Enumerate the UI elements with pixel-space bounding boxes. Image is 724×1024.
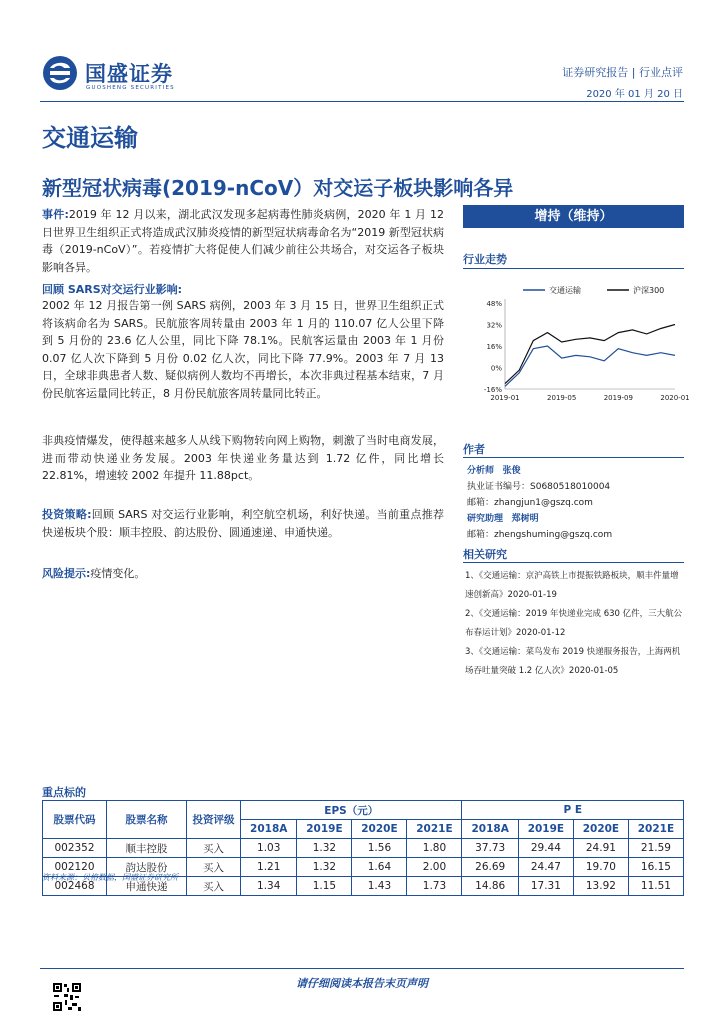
col-header-eps: EPS（元）: [241, 801, 462, 820]
y-tick-label: 48%: [486, 300, 502, 308]
analyst-label: 分析师: [467, 466, 495, 476]
pe-value: 37.73: [462, 839, 518, 858]
eps-year: 2018A: [241, 820, 297, 839]
stock-name: 申通快递: [107, 877, 187, 896]
analyst-name: 张俊: [502, 466, 521, 476]
page-title: 新型冠状病毒(2019-nCoV）对交运子板块影响各异: [42, 176, 514, 200]
company-sub: GUOSHENG SECURITIES: [86, 85, 175, 91]
legend-label: 交通运输: [549, 286, 581, 295]
stock-code: 002120: [43, 858, 107, 877]
analyst-cert: 执业证书编号：S0680518010004: [467, 482, 611, 492]
section-title: 交通运输: [42, 124, 138, 152]
stock-rating: 买入: [187, 877, 241, 896]
pe-value: 26.69: [462, 858, 518, 877]
col-header-rating: 投资评级: [187, 801, 241, 839]
stock-rating: 买入: [187, 839, 241, 858]
sars-paragraph-1: 2002 年 12 月报告第一例 SARS 病例，2003 年 3 月 15 日，世界卫生组织正式将该病命名为 SARS。民航旅客周转量由 2003 年 1 月的 110.07 亿人公里下降到 5 月份的 23.6 亿人公里，同比下降 78.1%。民航客运量由 2003 年 1 月份 0.07 亿人次下降到 5 月份 0.02 亿人次，同比下降 77.9%。2003 年 7 月 13 日，全球非典患者人数、疑似病例人数均不再增长，本次非典过程基本结束，7 月份民航客运量同比转正，8 月份民航旅客周转量同比转正。: [42, 299, 444, 400]
eps-value: 1.32: [297, 839, 352, 858]
stock-code: 002468: [43, 877, 107, 896]
trend-heading: 行业走势: [463, 253, 507, 266]
eps-value: 1.03: [241, 839, 297, 858]
pe-value: 17.31: [518, 877, 573, 896]
event-text: 2019 年 12 月以来，湖北武汉发现多起病毒性肺炎病例，2020 年 1 月 12 日世界卫生组织正式将造成武汉肺炎疫情的新型冠状病毒命名为“2019 新型冠状病毒（2019-nCoV）”。若疫情扩大将促使人们减少前往公共场合，对交运各子板块影响各异。: [42, 208, 444, 274]
strategy-paragraph: [42, 506, 444, 541]
pe-value: 19.70: [573, 858, 628, 877]
pe-value: 11.51: [628, 877, 683, 896]
x-tick-label: 2020-01: [660, 394, 690, 402]
author-divider: [463, 457, 684, 458]
col-header-pe: P E: [462, 801, 684, 820]
eps-year: 2019E: [297, 820, 352, 839]
pe-value: 13.92: [573, 877, 628, 896]
trend-divider: [463, 268, 684, 269]
eps-year: 2020E: [352, 820, 407, 839]
company-logo-icon: [42, 55, 78, 91]
related-item[interactable]: 1、《交通运输：京沪高铁上市提振铁路板块，顺丰件量增速创新高》2020-01-19: [465, 571, 679, 600]
risk-text: 疫情变化。: [90, 567, 146, 580]
col-header-code: 股票代码: [43, 801, 107, 839]
related-heading: 相关研究: [463, 548, 507, 561]
y-tick-label: 0%: [490, 364, 502, 373]
y-tick-label: -16%: [483, 386, 502, 394]
pe-value: 24.91: [573, 839, 628, 858]
eps-value: 1.43: [352, 877, 407, 896]
assistant-name: 郑树明: [511, 514, 539, 524]
assistant-line: [467, 511, 539, 524]
related-divider: [463, 562, 684, 563]
stock-code: 002352: [43, 839, 107, 858]
eps-value: 1.32: [297, 858, 352, 877]
strategy-label: 投资策略:: [42, 508, 92, 521]
eps-value: 1.64: [352, 858, 407, 877]
eps-year: 2021E: [407, 820, 462, 839]
related-item[interactable]: 2、《交通运输：2019 年快递业完成 630 亿件，三大航公布春运计划》2020-01-12: [465, 609, 683, 638]
related-item[interactable]: 3、《交通运输：菜鸟发布 2019 快递服务报告，上海两机场吞吐量突破 1.2 亿人次》2020-01-05: [465, 647, 681, 676]
eps-value: 1.21: [241, 858, 297, 877]
series-line: [505, 346, 675, 386]
assistant-label: 研究助理: [467, 514, 504, 524]
qr-code-icon[interactable]: [52, 982, 82, 1012]
company-name: 国盛证券: [85, 62, 173, 86]
analyst-line: [467, 463, 521, 476]
y-tick-label: 16%: [486, 343, 502, 351]
x-tick-label: 2019-05: [547, 394, 577, 402]
footer-divider: [40, 968, 684, 969]
pe-year: 2019E: [518, 820, 573, 839]
stock-rating: 买入: [187, 858, 241, 877]
trend-chart: [463, 277, 690, 409]
x-tick-label: 2019-09: [603, 394, 633, 402]
event-label: 事件:: [42, 208, 69, 221]
pe-value: 24.47: [518, 858, 573, 877]
rating-badge: 增持（维持）: [463, 205, 684, 228]
eps-value: 1.56: [352, 839, 407, 858]
risk-label: 风险提示:: [42, 567, 91, 580]
eps-value: 2.00: [407, 858, 462, 877]
footer-disclaimer[interactable]: 请仔细阅读本报告末页声明: [296, 977, 428, 990]
report-date: 2020 年 01 月 20 日: [586, 89, 683, 100]
header-divider: [40, 101, 684, 102]
table-heading: 重点标的: [42, 786, 86, 799]
eps-value: 1.15: [297, 877, 352, 896]
x-tick-label: 2019-01: [490, 394, 520, 402]
eps-value: 1.80: [407, 839, 462, 858]
col-header-name: 股票名称: [107, 801, 187, 839]
y-tick-label: 32%: [486, 321, 502, 330]
sars-heading: 回顾 SARS对交运行业影响:: [42, 283, 183, 296]
pe-year: 2018A: [462, 820, 518, 839]
author-heading: 作者: [463, 443, 485, 456]
stock-name: 韵达股份: [107, 858, 187, 877]
pe-value: 29.44: [518, 839, 573, 858]
analyst-email: 邮箱：zhangjun1@gszq.com: [467, 498, 593, 508]
stock-name: 顺丰控股: [107, 839, 187, 858]
strategy-text: 回顾 SARS 对交运行业影响，利空航空机场，利好快递。当前重点推荐快递板块个股：顺丰控股、韵达股份、圆通速递、申通快递。: [42, 508, 445, 539]
eps-value: 1.34: [241, 877, 297, 896]
table-source: 资料来源：贝格数据，国盛证券研究所: [42, 873, 178, 882]
pe-value: 16.15: [628, 858, 683, 877]
pe-value: 21.59: [628, 839, 683, 858]
sars-paragraph-2: 非典疫情爆发，使得越来越多人从线下购物转向网上购物，刺激了当时电商发展，进而带动快递业务发展。2003 年快递业务量达到 1.72 亿件，同比增长 22.81%，增速较 2002 年提升 11.88pct。: [42, 434, 444, 482]
report-type: 证券研究报告 | 行业点评: [562, 66, 683, 79]
pe-year: 2020E: [573, 820, 628, 839]
pe-value: 14.86: [462, 877, 518, 896]
pe-year: 2021E: [628, 820, 683, 839]
table-row: [43, 839, 684, 858]
assistant-email: 邮箱：zhengshuming@gszq.com: [467, 530, 613, 540]
eps-value: 1.73: [407, 877, 462, 896]
risk-paragraph: [42, 565, 444, 583]
legend-label: 沪深300: [633, 286, 665, 295]
event-paragraph: [42, 206, 444, 276]
